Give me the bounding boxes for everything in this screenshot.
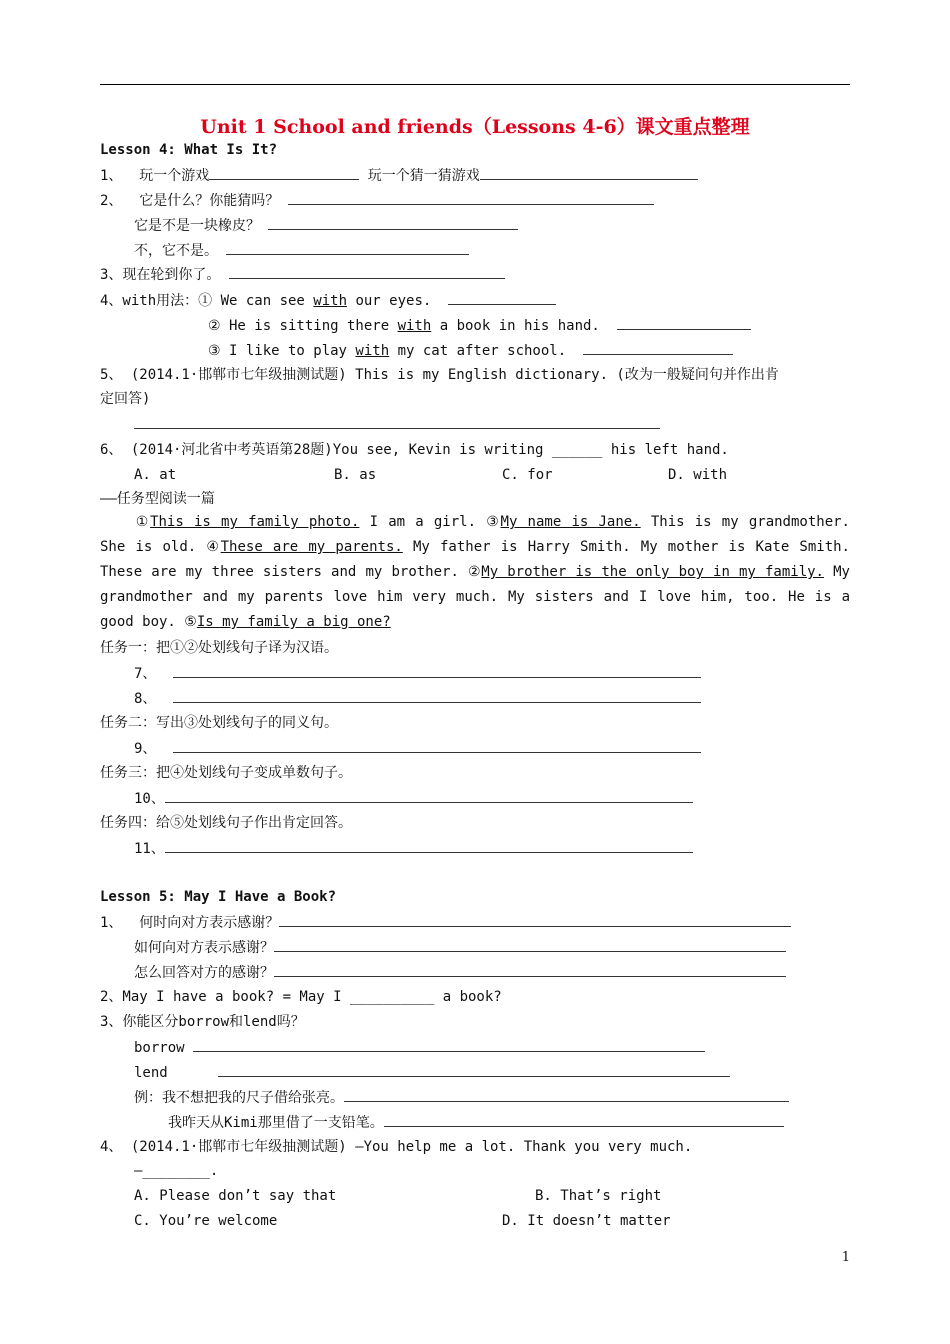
answer-blank[interactable]: [226, 240, 469, 255]
answer-blank[interactable]: [617, 315, 751, 330]
answer-blank[interactable]: [274, 937, 786, 952]
answer-blank[interactable]: [165, 788, 693, 803]
l5-q4-blank: —________.: [134, 1163, 219, 1179]
answer-blank[interactable]: [448, 290, 556, 305]
with-word: with: [313, 293, 348, 309]
answer-blank[interactable]: [193, 1037, 705, 1052]
header-rule: [100, 84, 850, 85]
l4-q4-1: [100, 290, 556, 311]
l5-q4: 4、 (2014.1·邯郸市七年级抽测试题) —You help me a lot. Thank you very much.: [100, 1139, 693, 1155]
l4-q6-option-c[interactable]: C. for: [502, 467, 553, 483]
l4-q6-option-d[interactable]: D. with: [668, 467, 728, 483]
sentence-5: Is my family a big one?: [196, 614, 391, 630]
l5-q4-option-d[interactable]: D. It doesn’t matter: [502, 1213, 671, 1229]
answer-blank[interactable]: [209, 165, 359, 180]
l5-q2: 2、May I have a book? = May I __________ a book?: [100, 989, 502, 1005]
passage-text: My grandmother and my parents love him very much. My sisters and I love him, too. He is a good boy. ⑤: [100, 564, 850, 630]
answer-blank[interactable]: [218, 1062, 730, 1077]
l5-q4-option-c[interactable]: C. You’re welcome: [134, 1213, 278, 1229]
task-3: 任务三：把④处划线句子变成单数句子。: [100, 765, 352, 781]
sentence-3: My name is Jane.: [500, 514, 641, 530]
l4-q4-3-pre: ③ I like to play: [208, 343, 356, 359]
l4-q1: [100, 165, 698, 186]
lend-label: lend: [134, 1065, 168, 1081]
l4-q6-option-a[interactable]: A. at: [134, 467, 177, 483]
answer-blank[interactable]: [173, 738, 701, 753]
l4-q4-3: [208, 340, 733, 361]
item-number: 9、: [134, 741, 157, 757]
l4-q3: [100, 264, 505, 285]
task-4: 任务四：给⑤处划线句子作出肯定回答。: [100, 815, 352, 831]
l4-q4-1-rest: our eyes.: [347, 293, 432, 309]
answer-blank[interactable]: [274, 962, 786, 977]
with-word: with: [355, 343, 390, 359]
task-2: 任务二：写出③处划线句子的同义句。: [100, 715, 338, 731]
answer-line-7: [134, 663, 701, 684]
l4-q4-intro: 4、with用法：① We can see: [100, 293, 314, 309]
task-1: 任务一：把①②处划线句子译为汉语。: [100, 640, 338, 656]
page-title: Unit 1 School and friends（Lessons 4-6）课文重点整理: [200, 116, 750, 138]
passage-text: My father is Harry Smith. My mother is Kate Smith. These are my three sisters and my brother. ②: [100, 539, 850, 580]
l4-q4-2-pre: ② He is sitting there: [208, 318, 398, 334]
answer-blank[interactable]: [173, 663, 701, 678]
l4-q4-2: [208, 315, 751, 336]
l5-q1a: [100, 912, 791, 933]
l4-q2c-text: 不，它不是。: [134, 243, 218, 259]
l5-example-1: [134, 1087, 789, 1108]
answer-blank[interactable]: [134, 414, 660, 429]
l4-q5-line2: 定回答): [100, 391, 151, 407]
sentence-1: This is my family photo.: [150, 514, 360, 530]
l5-q1c: [134, 962, 786, 983]
answer-blank[interactable]: [288, 190, 654, 205]
l4-q5-answer: [134, 414, 660, 435]
l5-q1b: [134, 937, 786, 958]
sentence-2: My brother is the only boy in my family.: [481, 564, 824, 580]
l5-lend: [134, 1062, 730, 1083]
l4-q2b: [134, 215, 518, 236]
item-number: 11、: [134, 841, 165, 857]
lesson5-heading: Lesson 5: May I Have a Book?: [100, 889, 337, 905]
l5-q4-option-a[interactable]: A. Please don’t say that: [134, 1188, 337, 1204]
answer-line-8: [134, 688, 701, 709]
l4-q1-text-b: 玩一个猜一猜游戏: [359, 168, 480, 184]
l4-q2a-text: 2、 它是什么？你能猜吗？: [100, 193, 280, 209]
l4-q1-text-a: 1、 玩一个游戏: [100, 168, 210, 184]
answer-blank[interactable]: [165, 838, 693, 853]
item-number: 7、: [134, 666, 157, 682]
l4-q2b-text: 它是不是一块橡皮？: [134, 218, 260, 234]
with-word: with: [397, 318, 432, 334]
item-number: 8、: [134, 691, 157, 707]
l4-q4-3-rest: my cat after school.: [389, 343, 567, 359]
l5-example-2: [168, 1112, 784, 1133]
example-1-text: 例：我不想把我的尺子借给张亮。: [134, 1090, 344, 1106]
answer-blank[interactable]: [344, 1087, 789, 1102]
l5-q1a-text: 1、 何时向对方表示感谢？: [100, 915, 280, 931]
l5-q4-option-b[interactable]: B. That’s right: [535, 1188, 662, 1204]
answer-line-9: [134, 738, 701, 759]
answer-blank[interactable]: [279, 912, 791, 927]
reading-passage: [100, 510, 850, 635]
l4-q3-text: 3、现在轮到你了。: [100, 267, 221, 283]
item-number: 10、: [134, 791, 165, 807]
answer-blank[interactable]: [229, 264, 505, 279]
sentence-4: These are my parents.: [220, 539, 403, 555]
answer-blank[interactable]: [583, 340, 733, 355]
l4-q6: 6、 (2014·河北省中考英语第28题)You see, Kevin is writing ______ his left hand.: [100, 442, 729, 458]
lesson4-heading: Lesson 4: What Is It?: [100, 142, 278, 158]
reading-heading: ——任务型阅读一篇: [100, 491, 215, 507]
answer-line-11: [134, 838, 693, 859]
passage-text: This is my grandmother. She is old. ④: [100, 514, 850, 555]
answer-blank[interactable]: [173, 688, 701, 703]
borrow-label: borrow: [134, 1040, 185, 1056]
answer-blank[interactable]: [480, 165, 698, 180]
l5-q1c-text: 怎么回答对方的感谢？: [134, 965, 274, 981]
l5-borrow: [134, 1037, 705, 1058]
l4-q5-line1: 5、 (2014.1·邯郸市七年级抽测试题) This is my English dictionary. (改为一般疑问句并作出肯: [100, 367, 779, 383]
l4-q4-2-rest: a book in his hand.: [431, 318, 600, 334]
example-2-text: 我昨天从Kimi那里借了一支铅笔。: [168, 1115, 384, 1131]
l5-q3: 3、你能区分borrow和lend吗？: [100, 1014, 305, 1030]
answer-blank[interactable]: [268, 215, 518, 230]
l5-q1b-text: 如何向对方表示感谢？: [134, 940, 274, 956]
answer-line-10: [134, 788, 693, 809]
l4-q2a: [100, 190, 654, 211]
marker-1: ①: [134, 514, 151, 530]
page-number: 1: [841, 1250, 850, 1265]
l4-q6-option-b[interactable]: B. as: [334, 467, 377, 483]
answer-blank[interactable]: [384, 1112, 784, 1127]
passage-text: I am a girl. ③: [359, 514, 501, 530]
l4-q2c: [134, 240, 469, 261]
